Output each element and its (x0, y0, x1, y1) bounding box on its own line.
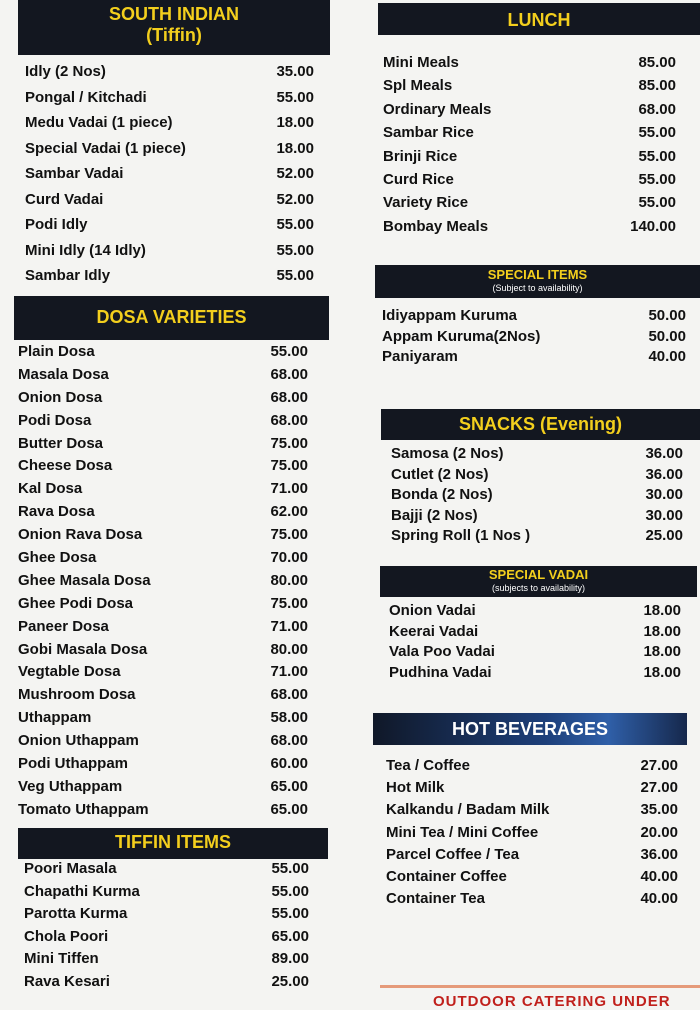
item-name: Container Tea (386, 890, 485, 908)
item-name: Chola Poori (24, 927, 109, 945)
footer-divider (380, 985, 700, 988)
menu-item (18, 412, 308, 435)
menu-item (18, 778, 308, 801)
menu-item (18, 457, 308, 480)
menu-item (383, 77, 676, 100)
item-price: 89.00 (271, 950, 309, 967)
item-price: 80.00 (270, 571, 308, 589)
item-name: Sambar Idly (25, 267, 111, 284)
menu-item (18, 641, 308, 664)
section-subtitle-special-vadai: (subjects to availability) (491, 582, 586, 593)
menu-item (18, 435, 308, 458)
menu-item (18, 732, 308, 755)
menu-item (391, 486, 683, 507)
menu-item (386, 779, 678, 801)
item-price: 55.00 (276, 267, 314, 284)
section-header-snacks (381, 409, 700, 440)
item-name: Gobi Masala Dosa (18, 640, 148, 658)
item-price: 40.00 (648, 348, 686, 365)
section-south-indian (18, 0, 330, 293)
item-name: Onion Uthappam (18, 732, 139, 750)
item-price: 55.00 (638, 194, 676, 212)
item-name: Rava Kesari (24, 972, 110, 990)
menu-item (18, 755, 308, 778)
menu-item (25, 140, 314, 166)
menu-item (386, 890, 678, 912)
section-title-hot-beverages: HOT BEVERAGES (451, 719, 609, 739)
item-price: 65.00 (270, 800, 308, 818)
section-title-lunch: LUNCH (507, 10, 571, 30)
item-name: Kal Dosa (18, 480, 83, 498)
menu-item (24, 973, 309, 996)
item-price: 68.00 (270, 411, 308, 429)
item-name: Appam Kuruma(2Nos) (382, 327, 541, 345)
item-price: 36.00 (645, 465, 683, 483)
menu-item (18, 572, 308, 595)
section-header-south-indian (18, 0, 330, 55)
item-price: 85.00 (638, 77, 676, 95)
menu-item (389, 643, 681, 664)
item-price: 55.00 (271, 860, 309, 877)
item-name: Bonda (2 Nos) (391, 486, 493, 503)
item-name: Ghee Masala Dosa (18, 571, 151, 589)
footer-catering-text: OUTDOOR CATERING UNDER (433, 993, 671, 1010)
item-price: 68.00 (638, 100, 676, 118)
item-price: 140.00 (630, 217, 676, 235)
menu-item (24, 883, 309, 906)
item-price: 50.00 (648, 307, 686, 324)
menu-item (386, 801, 678, 823)
menu-item (25, 89, 314, 115)
section-special-vadai (380, 566, 697, 684)
item-name: Mini Meals (383, 54, 459, 71)
section-subtitle-south-indian: (Tiffin) (146, 24, 202, 45)
menu-item (25, 267, 314, 293)
menu-item (18, 503, 308, 526)
menu-item (386, 824, 678, 846)
menu-item (382, 328, 686, 349)
item-name: Paneer Dosa (18, 617, 109, 635)
menu-item (18, 366, 308, 389)
item-price: 27.00 (640, 757, 678, 774)
item-price: 60.00 (270, 755, 308, 773)
item-name: Podi Dosa (18, 411, 92, 429)
menu-item (25, 165, 314, 191)
item-price: 25.00 (645, 527, 683, 544)
menu-item (383, 101, 676, 124)
section-title-special-items: SPECIAL ITEMS (487, 267, 588, 282)
item-price: 75.00 (270, 526, 308, 544)
menu-item (18, 709, 308, 732)
item-price: 36.00 (640, 845, 678, 863)
item-name: Ghee Podi Dosa (18, 594, 134, 612)
item-name: Mini Tea / Mini Coffee (386, 823, 539, 841)
menu-item (25, 191, 314, 217)
section-lunch (378, 3, 700, 241)
menu-list-snacks (381, 440, 700, 548)
menu-item (18, 549, 308, 572)
item-price: 65.00 (270, 777, 308, 795)
menu-item (383, 218, 676, 241)
item-price: 55.00 (638, 170, 676, 188)
item-price: 68.00 (270, 686, 308, 704)
menu-item (25, 216, 314, 242)
item-price: 75.00 (270, 457, 308, 475)
item-price: 40.00 (640, 867, 678, 885)
item-price: 62.00 (270, 503, 308, 521)
item-name: Samosa (2 Nos) (391, 445, 504, 462)
item-name: Paniyaram (382, 348, 458, 365)
item-name: Parcel Coffee / Tea (386, 845, 520, 863)
menu-item (18, 595, 308, 618)
section-snacks (381, 409, 700, 548)
section-header-dosa (14, 296, 329, 340)
item-price: 18.00 (276, 139, 314, 157)
section-hot-beverages (373, 713, 687, 912)
item-name: Podi Uthappam (18, 755, 129, 773)
item-name: Onion Vadai (389, 602, 476, 619)
item-name: Pudhina Vadai (389, 663, 492, 681)
item-price: 30.00 (645, 486, 683, 503)
menu-list-special-items (375, 298, 700, 369)
item-name: Keerai Vadai (389, 622, 479, 640)
item-name: Vala Poo Vadai (389, 643, 495, 660)
item-price: 55.00 (638, 124, 676, 142)
section-title-special-vadai: SPECIAL VADAI (488, 567, 589, 582)
menu-item (391, 445, 683, 466)
menu-item (24, 950, 309, 973)
item-price: 55.00 (271, 882, 309, 900)
section-title-snacks: SNACKS (Evening) (458, 414, 622, 434)
item-name: Sambar Rice (383, 124, 474, 142)
item-price: 55.00 (270, 343, 308, 360)
menu-item (391, 527, 683, 548)
item-price: 18.00 (643, 643, 681, 660)
item-price: 55.00 (276, 241, 314, 259)
menu-item (18, 686, 308, 709)
menu-item (18, 343, 308, 366)
item-name: Poori Masala (24, 860, 117, 877)
section-header-special-vadai (380, 566, 697, 597)
item-name: Bombay Meals (383, 217, 489, 235)
item-price: 35.00 (640, 801, 678, 819)
section-title-south-indian: SOUTH INDIAN (109, 4, 239, 24)
item-price: 20.00 (640, 823, 678, 841)
menu-item (383, 194, 676, 217)
menu-item (391, 507, 683, 528)
item-price: 55.00 (276, 88, 314, 106)
item-name: Mini Idly (14 Idly) (25, 241, 146, 259)
item-price: 35.00 (276, 63, 314, 80)
item-name: Kalkandu / Badam Milk (386, 801, 550, 819)
item-name: Curd Vadai (25, 190, 104, 208)
menu-item (391, 466, 683, 487)
menu-item (18, 663, 308, 686)
item-price: 55.00 (271, 905, 309, 922)
item-price: 65.00 (271, 927, 309, 945)
item-name: Chapathi Kurma (24, 882, 140, 900)
menu-item (386, 846, 678, 868)
item-price: 68.00 (270, 732, 308, 750)
item-name: Veg Uthappam (18, 777, 123, 795)
section-dosa-varieties (14, 296, 329, 824)
item-name: Brinji Rice (383, 147, 458, 165)
item-name: Masala Dosa (18, 365, 109, 383)
item-price: 68.00 (270, 365, 308, 383)
menu-item (25, 63, 314, 89)
item-price: 18.00 (276, 114, 314, 131)
item-name: Bajji (2 Nos) (391, 506, 478, 524)
item-name: Podi Idly (25, 216, 88, 233)
menu-list-hot-beverages (373, 745, 687, 912)
item-name: Butter Dosa (18, 434, 104, 452)
item-name: Parotta Kurma (24, 905, 128, 922)
menu-list-lunch (378, 35, 700, 241)
section-subtitle-special-items: (Subject to availability) (492, 282, 583, 293)
section-header-tiffin (18, 828, 328, 859)
item-name: Sambar Vadai (25, 165, 124, 182)
menu-item (383, 171, 676, 194)
menu-list-dosa (14, 340, 329, 824)
menu-item (382, 348, 686, 369)
item-name: Pongal / Kitchadi (25, 88, 147, 106)
item-name: Idly (2 Nos) (25, 63, 106, 80)
menu-item (386, 868, 678, 890)
item-name: Tea / Coffee (386, 757, 470, 774)
menu-item (18, 801, 308, 824)
item-price: 75.00 (270, 434, 308, 452)
section-header-lunch (378, 3, 700, 35)
item-name: Spring Roll (1 Nos ) (391, 527, 531, 544)
item-price: 70.00 (270, 549, 308, 567)
menu-item (389, 664, 681, 685)
menu-item (383, 148, 676, 171)
item-price: 58.00 (270, 709, 308, 727)
item-price: 52.00 (276, 165, 314, 182)
section-header-special-items (375, 265, 700, 298)
menu-item (24, 905, 309, 928)
item-name: Rava Dosa (18, 503, 95, 521)
menu-item (25, 114, 314, 140)
item-name: Uthappam (18, 709, 92, 727)
item-name: Ordinary Meals (383, 100, 492, 118)
item-price: 80.00 (270, 640, 308, 658)
item-name: Mushroom Dosa (18, 686, 136, 704)
item-price: 55.00 (638, 147, 676, 165)
item-name: Medu Vadai (1 piece) (25, 114, 173, 131)
menu-item (389, 602, 681, 623)
item-price: 50.00 (648, 327, 686, 345)
item-name: Tomato Uthappam (18, 800, 149, 818)
menu-item (18, 618, 308, 641)
item-price: 18.00 (643, 622, 681, 640)
item-name: Idiyappam Kuruma (382, 307, 518, 324)
menu-item (18, 389, 308, 412)
item-price: 36.00 (645, 445, 683, 462)
item-price: 18.00 (643, 602, 681, 619)
item-name: Onion Rava Dosa (18, 526, 143, 544)
section-special-items (375, 265, 700, 369)
menu-item (24, 928, 309, 951)
item-name: Vegtable Dosa (18, 663, 121, 681)
item-name: Hot Milk (386, 779, 445, 797)
menu-item (18, 480, 308, 503)
section-header-hot-beverages (373, 713, 687, 745)
item-price: 52.00 (276, 190, 314, 208)
item-name: Container Coffee (386, 867, 507, 885)
menu-item (382, 307, 686, 328)
section-title-tiffin: TIFFIN ITEMS (115, 832, 231, 852)
menu-item (24, 860, 309, 883)
menu-list-tiffin (18, 859, 328, 995)
item-price: 55.00 (276, 216, 314, 233)
menu-list-south-indian (18, 55, 330, 293)
item-price: 18.00 (643, 663, 681, 681)
item-price: 71.00 (270, 617, 308, 635)
section-tiffin-items (18, 828, 328, 995)
menu-list-special-vadai (380, 597, 697, 684)
item-price: 68.00 (270, 388, 308, 406)
item-price: 40.00 (640, 890, 678, 908)
menu-item (389, 623, 681, 644)
item-name: Curd Rice (383, 170, 454, 188)
menu-item (18, 526, 308, 549)
item-price: 75.00 (270, 594, 308, 612)
item-name: Special Vadai (1 piece) (25, 139, 186, 157)
menu-item (386, 757, 678, 779)
item-name: Cutlet (2 Nos) (391, 465, 489, 483)
menu-item (25, 242, 314, 268)
item-price: 27.00 (640, 779, 678, 797)
section-title-dosa: DOSA VARIETIES (96, 307, 247, 327)
item-name: Onion Dosa (18, 388, 103, 406)
menu-item (383, 54, 676, 77)
item-name: Plain Dosa (18, 343, 95, 360)
item-price: 71.00 (270, 480, 308, 498)
item-price: 30.00 (645, 506, 683, 524)
item-price: 85.00 (638, 54, 676, 71)
item-name: Ghee Dosa (18, 549, 97, 567)
item-name: Mini Tiffen (24, 950, 99, 967)
item-name: Variety Rice (383, 194, 469, 212)
item-price: 25.00 (271, 972, 309, 990)
item-name: Spl Meals (383, 77, 453, 95)
item-name: Cheese Dosa (18, 457, 113, 475)
menu-item (383, 124, 676, 147)
item-price: 71.00 (270, 663, 308, 681)
